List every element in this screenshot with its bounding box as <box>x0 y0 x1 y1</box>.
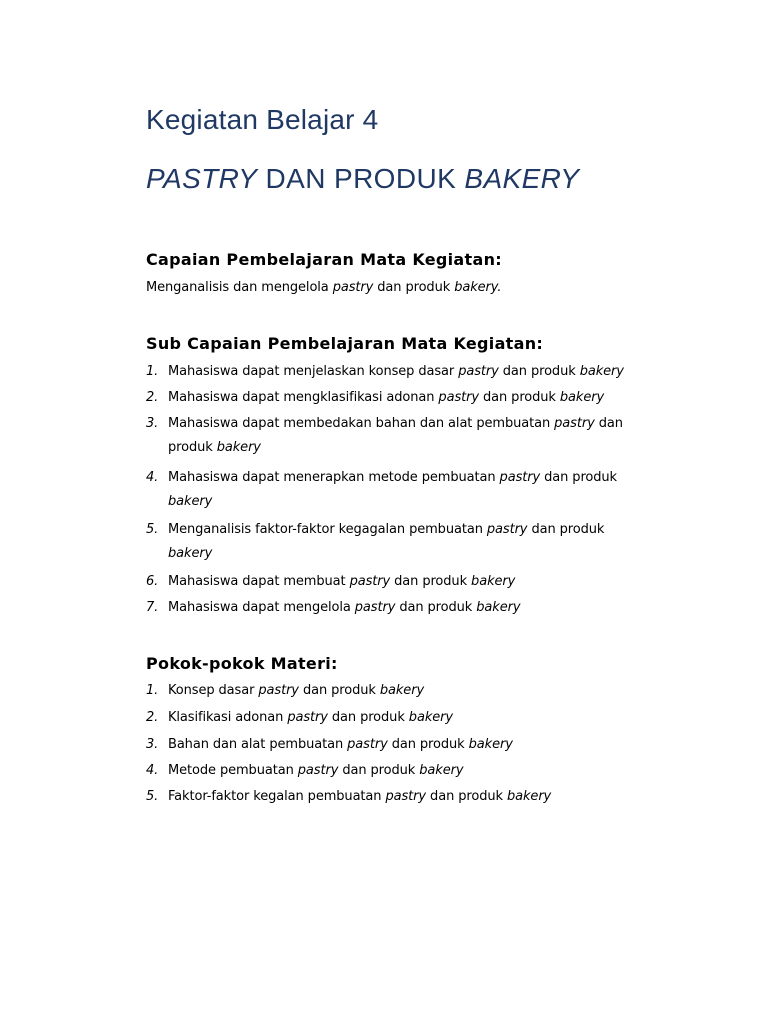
chapter-title <box>146 163 579 195</box>
text-run-italic: bakery <box>476 600 521 615</box>
title-part-bakery: BAKERY <box>464 163 580 194</box>
sub-capaian-title: Sub Capaian Pembelajaran Mata Kegiatan: <box>146 334 544 353</box>
list-number: 5. <box>146 522 159 537</box>
list-number: 4. <box>146 470 159 485</box>
list-item <box>146 789 551 804</box>
text-run-italic: pastry <box>499 470 541 485</box>
text-run-italic: pastry <box>297 763 339 778</box>
text-run: dan produk <box>498 364 580 379</box>
list-item <box>146 390 604 405</box>
list-item <box>146 683 424 698</box>
capaian-text <box>146 280 501 295</box>
text-run-italic: pastry <box>486 522 528 537</box>
text-run-italic: bakery <box>468 737 513 752</box>
text-run-italic: bakery <box>216 440 261 455</box>
list-item <box>146 600 520 615</box>
text-run: dan produk <box>527 522 605 537</box>
text-run: dan produk <box>338 763 420 778</box>
list-item <box>146 710 453 725</box>
list-number: 7. <box>146 600 159 615</box>
text-run-italic: bakery <box>168 546 213 561</box>
title-part-dan-produk: DAN PRODUK <box>257 163 465 194</box>
text-run: dan produk <box>478 390 560 405</box>
capaian-title: Capaian Pembelajaran Mata Kegiatan: <box>146 250 502 269</box>
text-run-italic: pastry <box>347 737 388 752</box>
list-item <box>146 416 623 455</box>
text-run-italic: pastry <box>385 789 427 804</box>
text-run: Faktor-faktor kegalan pembuatan <box>168 789 386 804</box>
list-number: 3. <box>146 737 159 752</box>
text-run-italic: pastry <box>354 600 396 615</box>
list-number: 6. <box>146 574 159 589</box>
list-number: 5. <box>146 789 159 804</box>
list-number: 4. <box>146 763 159 778</box>
text-run-italic: bakery <box>408 710 453 725</box>
text-run-italic: pastry <box>287 710 328 725</box>
text-run-italic: bakery <box>168 494 213 509</box>
text-run-italic: pastry <box>349 574 391 589</box>
text-run: Mahasiswa dapat menjelaskan konsep dasar <box>168 364 459 379</box>
text-run-italic: pastry <box>258 683 299 698</box>
text-run: dan produk <box>373 280 455 295</box>
text-run: dan produk <box>426 789 507 804</box>
list-item <box>146 737 513 752</box>
text-run: dan produk <box>395 600 477 615</box>
text-run-italic: bakery <box>379 683 425 698</box>
text-run: Mahasiswa dapat mengelola <box>168 600 355 615</box>
list-item <box>146 364 624 379</box>
list-item <box>146 522 604 561</box>
list-item <box>146 470 617 509</box>
text-run: produk <box>168 440 217 455</box>
text-run: Konsep dasar <box>168 683 259 698</box>
text-run: dan produk <box>327 710 409 725</box>
text-run: dan <box>594 416 623 431</box>
text-run-italic: bakery <box>419 763 464 778</box>
list-item-continuation <box>146 546 604 561</box>
text-run: Mahasiswa dapat mengklasifikasi adonan <box>168 390 439 405</box>
pokok-materi-title: Pokok-pokok Materi: <box>146 654 338 673</box>
text-run: dan produk <box>540 470 617 485</box>
text-run: dan produk <box>298 683 380 698</box>
text-run-italic: pastry <box>458 364 499 379</box>
text-run-italic: pastry <box>554 416 595 431</box>
text-run: Mahasiswa dapat menerapkan metode pembuatan <box>168 470 500 485</box>
text-run-italic: bakery <box>471 574 516 589</box>
text-run: Metode pembuatan <box>168 763 298 778</box>
text-run: Mahasiswa dapat membuat <box>168 574 350 589</box>
text-run-italic: bakery <box>506 789 552 804</box>
text-run: dan produk <box>390 574 472 589</box>
text-run: Klasifikasi adonan <box>168 710 288 725</box>
list-item-continuation <box>146 440 623 455</box>
text-run: dan produk <box>387 737 469 752</box>
list-number: 2. <box>146 710 159 725</box>
text-run: Menganalisis faktor-faktor kegagalan pembuatan <box>168 522 487 537</box>
list-number: 3. <box>146 416 159 431</box>
text-run: Bahan dan alat pembuatan <box>168 737 348 752</box>
text-run-italic: bakery <box>579 364 624 379</box>
text-run-italic: pastry <box>332 280 374 295</box>
text-run: . <box>497 280 502 295</box>
list-number: 1. <box>146 683 159 698</box>
list-item <box>146 574 515 589</box>
text-run: Menganalisis dan mengelola <box>146 280 333 295</box>
list-item <box>146 763 463 778</box>
list-number: 2. <box>146 390 159 405</box>
chapter-heading: Kegiatan Belajar 4 <box>146 104 379 135</box>
text-run-italic: bakery <box>559 390 605 405</box>
text-run-italic: pastry <box>438 390 479 405</box>
list-item-continuation <box>146 494 617 509</box>
text-run-italic: bakery <box>454 280 498 295</box>
title-part-pastry: PASTRY <box>146 163 258 194</box>
list-number: 1. <box>146 364 159 379</box>
text-run: Mahasiswa dapat membedakan bahan dan alat pembuatan <box>168 416 555 431</box>
